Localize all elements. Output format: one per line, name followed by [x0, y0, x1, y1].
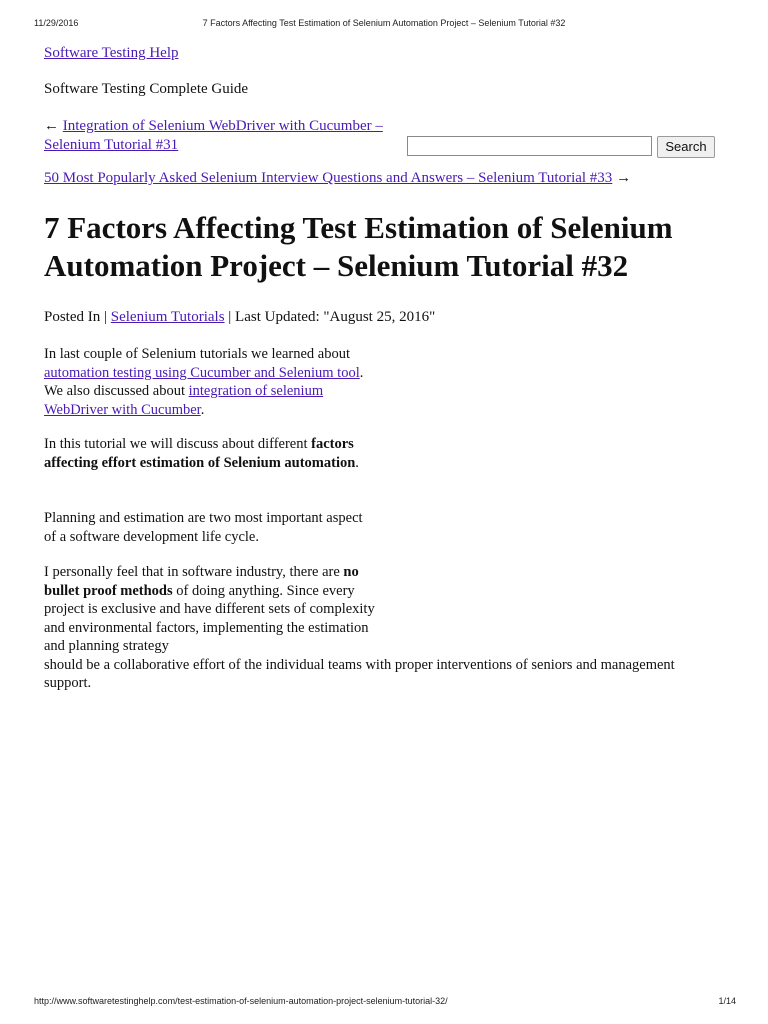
last-updated: | Last Updated: "August 25, 2016"	[228, 309, 436, 325]
opinion-paragraph	[44, 563, 684, 693]
site-name-link[interactable]: Software Testing Help	[44, 45, 179, 61]
topic-paragraph	[44, 435, 374, 472]
cucumber-selenium-link[interactable]: automation testing using Cucumber and Selenium tool	[44, 364, 360, 381]
intro-paragraph	[44, 345, 384, 419]
p4-text-c: should be a collaborative effort of the individual teams with proper interventions of seniors and management support.	[44, 656, 675, 691]
prev-post-link[interactable]: Integration of Selenium WebDriver with Cucumber – Selenium Tutorial #31	[44, 118, 383, 153]
site-description: Software Testing Complete Guide	[44, 81, 249, 97]
left-arrow-icon: ←	[44, 118, 59, 134]
p2-text-a: In this tutorial we will discuss about different	[44, 436, 312, 452]
planning-paragraph: Planning and estimation are two most important aspect of a software development life cycle.	[44, 510, 363, 545]
p1-text-c: .	[200, 401, 205, 418]
next-post-nav	[44, 170, 734, 187]
p4-narrow	[44, 563, 384, 656]
category-link[interactable]: Selenium Tutorials	[110, 309, 225, 325]
search-input[interactable]	[407, 136, 652, 156]
print-title: 7 Factors Affecting Test Estimation of Selenium Automation Project – Selenium Tutorial #32	[202, 18, 566, 28]
post-meta	[44, 309, 435, 326]
p4-text-a: I personally feel that in software industry, there are	[44, 564, 344, 580]
search-button[interactable]: Search	[657, 136, 715, 158]
print-url: http://www.softwaretestinghelp.com/test-estimation-of-selenium-automation-project-selenium-tutorial-32/	[34, 996, 448, 1006]
p2-text-b: .	[355, 454, 359, 471]
p4-text-b: of doing anything. Since every project is exclusive and have different sets of complexity and environmental factors, implementing the estimation and planning strategy	[44, 582, 375, 654]
page-title: 7 Factors Affecting Test Estimation of Selenium Automation Project – Selenium Tutorial #32	[44, 210, 673, 283]
p1-text-b: . We also discussed about	[44, 364, 364, 399]
p4-bold: no bullet proof methods	[44, 564, 359, 599]
prev-post-nav	[44, 117, 414, 155]
posted-in-label: Posted In |	[44, 309, 108, 325]
next-post-link[interactable]: 50 Most Popularly Asked Selenium Interview Questions and Answers – Selenium Tutorial #33	[44, 170, 613, 186]
p2-bold: factors affecting effort estimation of Selenium automation	[44, 436, 356, 471]
page-number: 1/14	[718, 996, 736, 1006]
p1-text-a: In last couple of Selenium tutorials we learned about	[44, 346, 351, 362]
webdriver-cucumber-link[interactable]: integration of selenium WebDriver with Cucumber	[44, 383, 324, 418]
print-date: 11/29/2016	[34, 18, 79, 28]
right-arrow-icon: →	[616, 170, 632, 186]
